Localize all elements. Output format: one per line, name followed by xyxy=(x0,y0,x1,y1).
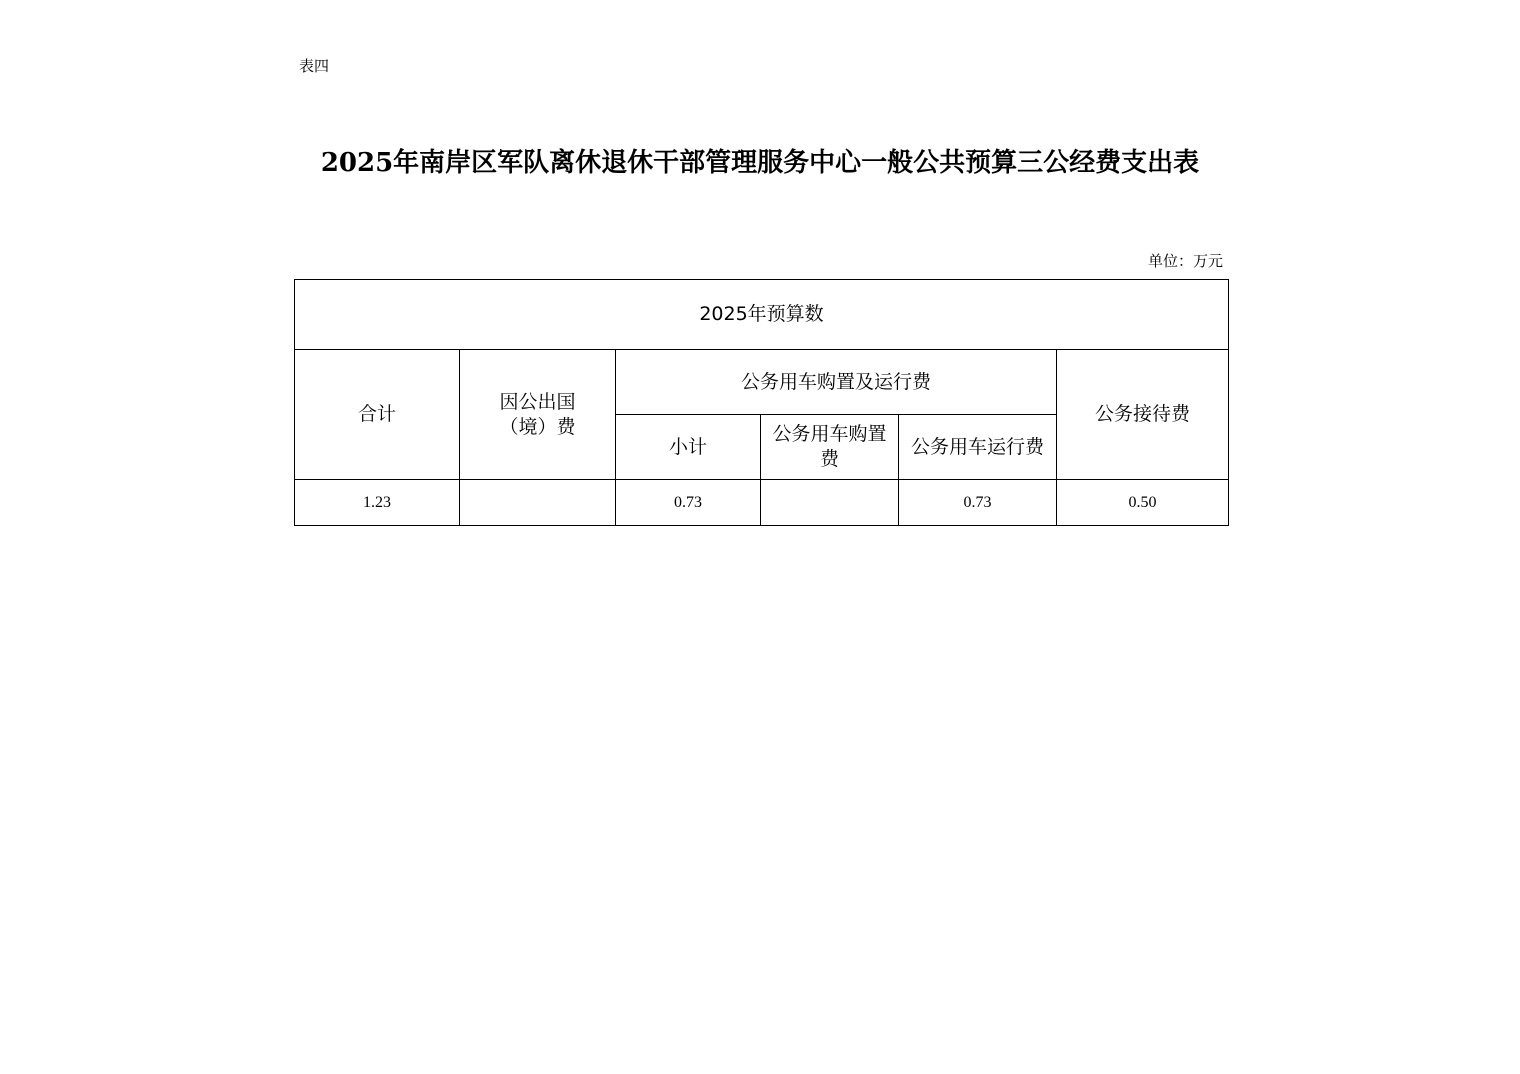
reception-header-cell: 公务接待费 xyxy=(1057,350,1229,480)
abroad-value-cell xyxy=(460,480,616,526)
vehicle-operation-header-cell: 公务用车运行费 xyxy=(899,415,1057,480)
vehicle-purchase-header-line2: 费 xyxy=(819,448,839,470)
table-row xyxy=(295,480,1229,526)
total-header-cell: 合计 xyxy=(295,350,460,480)
abroad-header-line1: 因公出国 xyxy=(499,390,576,413)
total-value-cell: 1.23 xyxy=(295,480,460,526)
vehicle-purchase-header-cell xyxy=(761,415,899,480)
abroad-header-line2: （境）费 xyxy=(499,415,576,438)
vehicle-subtotal-value-cell: 0.73 xyxy=(616,480,761,526)
budget-table xyxy=(294,279,1229,526)
vehicle-purchase-value-cell xyxy=(761,480,899,526)
table-number: 表四 xyxy=(299,57,330,75)
vehicle-purchase-header-line1: 公务用车购置 xyxy=(772,423,887,445)
abroad-header-cell xyxy=(460,350,616,480)
vehicle-operation-value-cell: 0.73 xyxy=(899,480,1057,526)
vehicle-subtotal-header-cell: 小计 xyxy=(616,415,761,480)
document-title: 2025年南岸区军队离休退休干部管理服务中心一般公共预算三公经费支出表 xyxy=(320,148,1200,178)
unit-label: 单位：万元 xyxy=(1147,252,1223,270)
vehicle-group-header-cell: 公务用车购置及运行费 xyxy=(616,350,1057,415)
reception-value-cell: 0.50 xyxy=(1057,480,1229,526)
year-header-cell: 2025年预算数 xyxy=(295,280,1229,350)
table-row-year xyxy=(295,280,1229,350)
table-row-header-1 xyxy=(295,350,1229,415)
